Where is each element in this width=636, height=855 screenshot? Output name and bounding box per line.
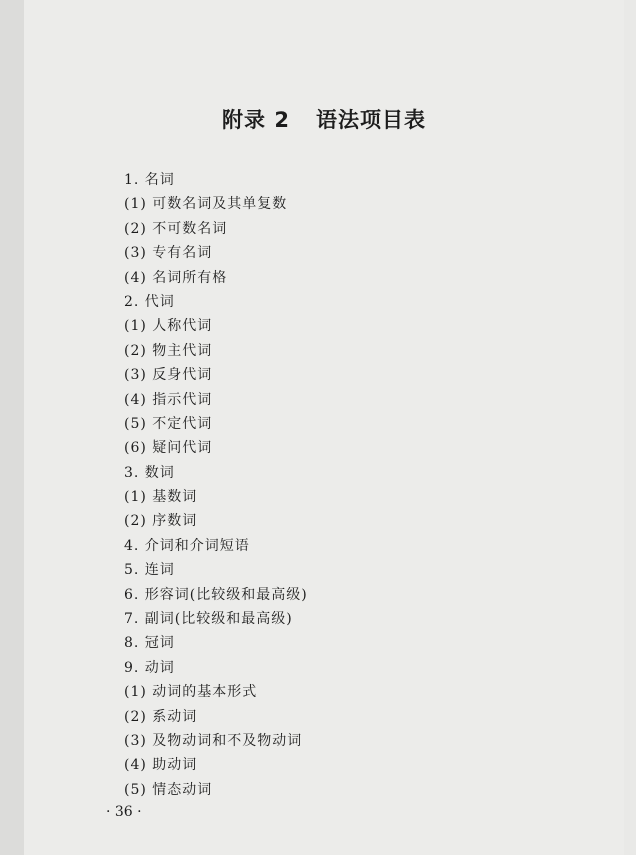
appendix-heading: 语法项目表 [315,108,426,132]
list-item: 2. 代词 [124,293,175,310]
list-item: (4) 助动词 [124,757,198,774]
list-item: (1) 动词的基本形式 [124,684,258,701]
list-item: (4) 指示代词 [124,391,213,408]
list-item: (1) 可数名词及其单复数 [124,196,288,213]
list-item: (2) 序数词 [124,513,198,530]
page-title [24,104,624,134]
list-item: 9. 动词 [124,659,175,676]
appendix-label: 附录 2 [222,108,290,132]
list-item: 7. 副词(比较级和最高级) [124,611,293,628]
page-number: · 36 · [106,804,142,820]
list-item: (1) 基数词 [124,489,198,506]
list-item: 3. 数词 [124,464,175,481]
list-item: (4) 名词所有格 [124,269,228,286]
list-item: (3) 及物动词和不及物动词 [124,732,303,749]
list-item: (3) 反身代词 [124,367,213,384]
document-page [24,0,624,855]
list-item: (5) 情态动词 [124,781,213,798]
list-item: 6. 形容词(比较级和最高级) [124,586,308,603]
page-left-edge [0,0,24,855]
list-item: 1. 名词 [124,172,175,188]
list-item: (6) 疑问代词 [124,440,213,457]
list-item: (5) 不定代词 [124,415,213,432]
list-item: (2) 不可数名词 [124,220,228,237]
list-item: (3) 专有名词 [124,245,213,262]
grammar-item-list [124,168,308,802]
list-item: 8. 冠词 [124,635,175,652]
list-item: 5. 连词 [124,562,175,579]
list-item: 4. 介词和介词短语 [124,537,250,554]
list-item: (1) 人称代词 [124,318,213,335]
list-item: (2) 系动词 [124,708,198,725]
list-item: (2) 物主代词 [124,342,213,359]
